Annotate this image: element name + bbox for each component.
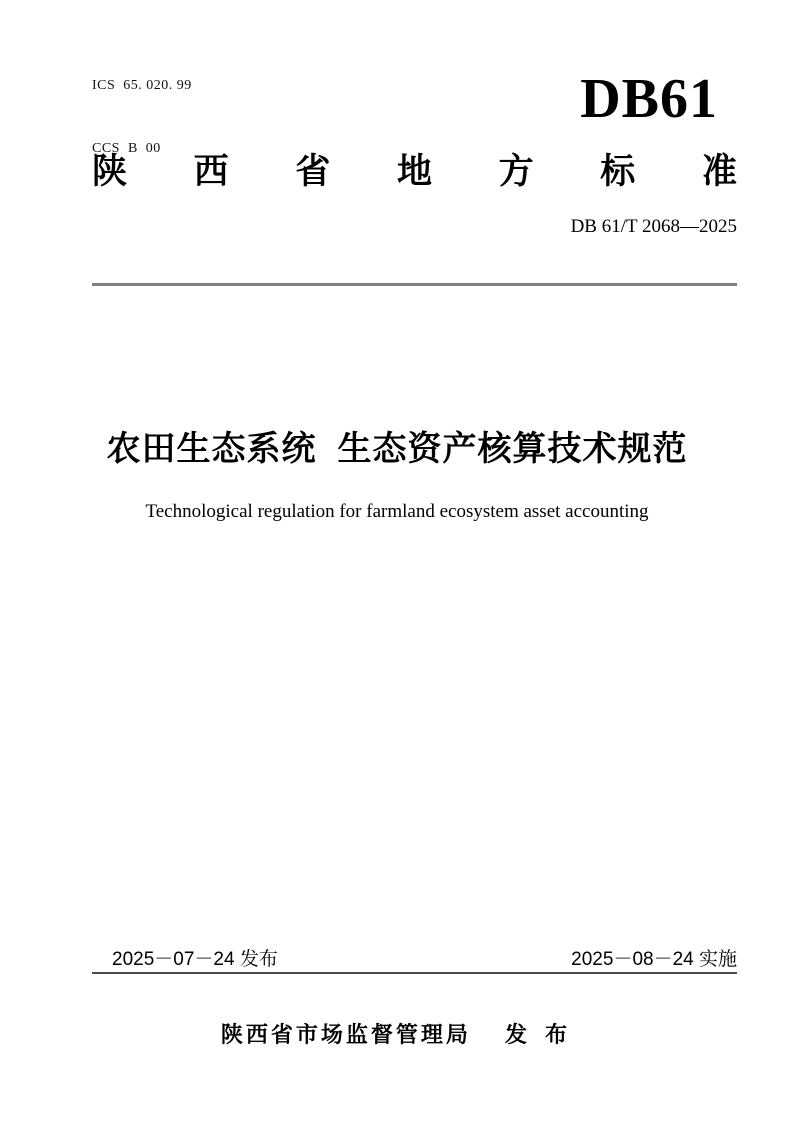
footer-divider	[92, 972, 737, 974]
standard-class-char-5: 标	[600, 152, 636, 191]
standard-class-char-4: 方	[498, 152, 534, 191]
publisher-line	[0, 1019, 794, 1051]
header-divider	[92, 283, 737, 286]
standard-number: DB 61/T 2068—2025	[570, 216, 737, 237]
document-title-cn: 农田生态系统 生态资产核算技术规范	[106, 430, 688, 468]
document-title-en: Technological regulation for farmland ecosystem asset accounting	[145, 501, 649, 522]
publisher-verb: 发 布	[504, 1022, 574, 1047]
standard-class-line	[92, 148, 737, 196]
effective-date: 2025－08－24 实施	[571, 949, 737, 970]
standard-class-char-6: 准	[701, 152, 737, 191]
standard-mark: DB61	[580, 68, 718, 130]
standard-class-char-0: 陕	[92, 152, 128, 191]
publisher-name: 陕西省市场监督管理局	[220, 1022, 471, 1047]
issue-date: 2025－07－24 发布	[112, 949, 278, 970]
standard-class-char-2: 省	[295, 152, 331, 191]
ics-code: ICS 65. 020. 99	[92, 78, 192, 93]
ccs-code: CCS B 00	[92, 141, 161, 156]
standard-class-char-3: 地	[396, 152, 432, 191]
standard-class-char-1: 西	[193, 152, 229, 191]
